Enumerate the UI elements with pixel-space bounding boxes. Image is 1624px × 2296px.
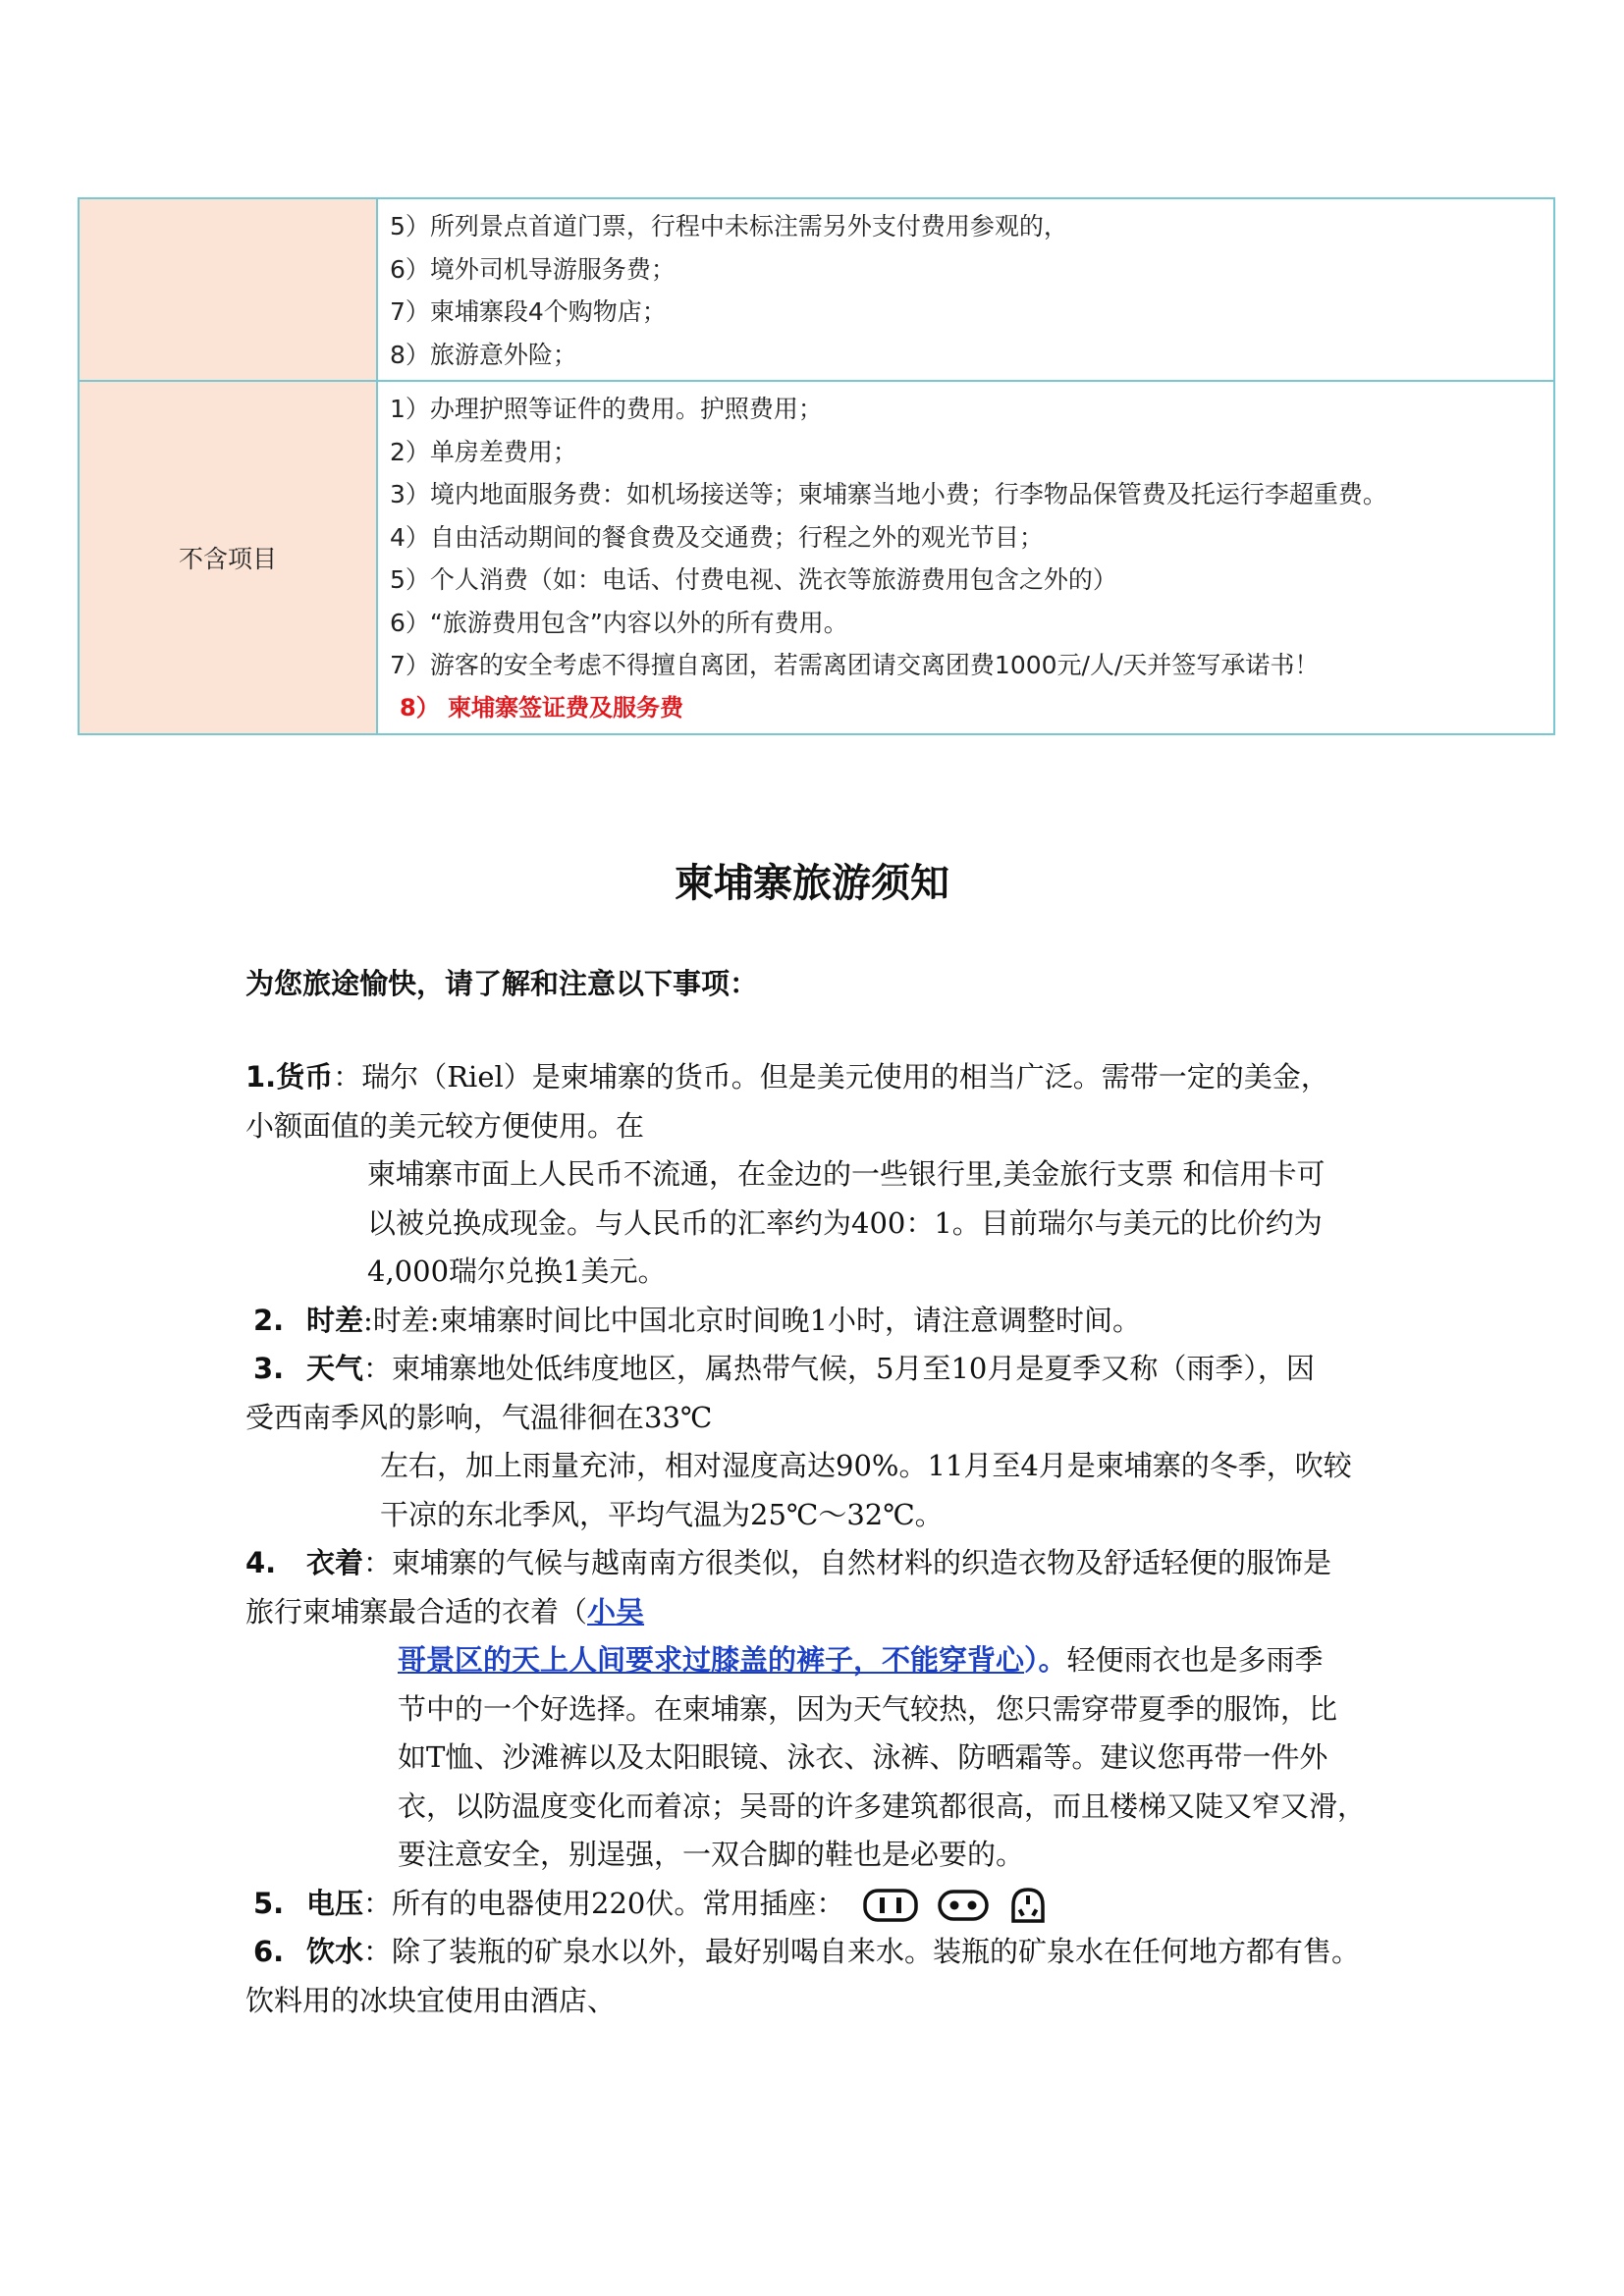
weather-text-line: 干凉的东北季风，平均气温为25℃～32℃。 bbox=[380, 1497, 944, 1531]
excluded-item: 3）境内地面服务费：如机场接送等；柬埔寨当地小费；行李物品保管费及托运行李超重费。 bbox=[390, 480, 1387, 508]
timezone-num: 2. bbox=[253, 1303, 285, 1337]
excluded-item: 7）游客的安全考虑不得擅自离团，若需离团请交离团费1000元/人/天并签写承诺书！ bbox=[390, 651, 1320, 679]
currency-text-line: 4,000瑞尔兑换1美元。 bbox=[367, 1255, 667, 1288]
excluded-item: 4）自由活动期间的餐食费及交通费；行程之外的观光节目； bbox=[390, 522, 1044, 552]
voltage-text: ：所有的电器使用220伏。常用插座： bbox=[363, 1886, 845, 1920]
excluded-item: 2）单房差费用； bbox=[390, 437, 577, 466]
currency-text: ：瑞尔（Riel）是柬埔寨的货币。但是美元使用的相当广泛。需带一定的美金， bbox=[333, 1060, 1329, 1094]
weather-text: ：柬埔寨地处低纬度地区，属热带气候，5月至10月是夏季又称（雨季），因 bbox=[363, 1352, 1315, 1385]
socket-two-round-pin-icon bbox=[937, 1889, 990, 1922]
clothing-bracket: ）。 bbox=[1024, 1643, 1067, 1677]
weather-num: 3. bbox=[253, 1352, 285, 1385]
excluded-item: 1）办理护照等证件的费用。护照费用； bbox=[390, 395, 823, 423]
clothing-text-line bbox=[245, 1588, 1404, 1637]
currency-num: 1. bbox=[245, 1060, 277, 1094]
notice-list bbox=[245, 1053, 1404, 2025]
socket-two-flat-pin-icon bbox=[862, 1888, 919, 1923]
excluded-item: 6）“旅游费用包含”内容以外的所有费用。 bbox=[390, 608, 848, 637]
included-items-cell bbox=[377, 198, 1554, 381]
currency-label: 货币 bbox=[276, 1060, 334, 1094]
currency-text-line: 以被兑换成现金。与人民币的汇率约为400：1。目前瑞尔与美元的比价约为 bbox=[367, 1205, 1323, 1240]
excluded-item: 5）个人消费（如：电话、付费电视、洗衣等旅游费用包含之外的） bbox=[390, 565, 1117, 594]
excluded-label: 不含项目 bbox=[79, 381, 377, 734]
weather-text-line: 受西南季风的影响，气温徘徊在33℃ bbox=[245, 1400, 713, 1434]
excluded-row bbox=[79, 381, 1554, 734]
clothing-text-segment: 旅行柬埔寨最合适的衣着（ bbox=[245, 1594, 588, 1629]
voltage-label: 电压 bbox=[306, 1886, 364, 1920]
clothing-text-line: 要注意安全，别逞强，一双合脚的鞋也是必要的。 bbox=[398, 1838, 1025, 1871]
socket-three-pin-icon bbox=[1007, 1886, 1049, 1925]
included-item: 8）旅游意外险； bbox=[390, 340, 577, 369]
clothing-text-line: 衣，以防温度变化而着凉；吴哥的许多建筑都很高，而且楼梯又陡又窄又滑， bbox=[398, 1789, 1367, 1823]
timezone-text: :时差:柬埔寨时间比中国北京时间晚1小时，请注意调整时间。 bbox=[363, 1303, 1142, 1337]
excluded-items-cell bbox=[377, 381, 1554, 734]
voltage-num: 5. bbox=[253, 1886, 285, 1920]
notice-intro: 为您旅途愉快，请了解和注意以下事项： bbox=[245, 967, 759, 1000]
timezone-label: 时差 bbox=[306, 1303, 364, 1337]
water-num: 6. bbox=[253, 1935, 285, 1968]
water-label: 饮水 bbox=[306, 1935, 364, 1968]
currency-item bbox=[245, 1053, 1404, 1102]
included-item: 7）柬埔寨段4个购物店； bbox=[390, 297, 667, 326]
weather-item bbox=[245, 1345, 1404, 1394]
clothing-text-line bbox=[245, 1636, 1404, 1685]
weather-text-line: 左右，加上雨量充沛，相对湿度高达90%。11月至4月是柬埔寨的冬季，吹较 bbox=[380, 1449, 1352, 1482]
included-label-cell bbox=[79, 198, 377, 381]
currency-text-line: 柬埔寨市面上人民币不流通，在金边的一些银行里,美金旅行支票 和信用卡可 bbox=[367, 1157, 1326, 1191]
voltage-item bbox=[245, 1880, 1404, 1929]
water-text-line: 饮料用的冰块宜使用由酒店、 bbox=[245, 1983, 617, 2017]
clothing-item bbox=[245, 1539, 1404, 1588]
included-continued-row bbox=[79, 198, 1554, 381]
timezone-item bbox=[245, 1297, 1404, 1346]
angkor-dress-link-cont[interactable]: 哥景区的天上人间要求过膝盖的裤子，不能穿背心 bbox=[398, 1643, 1025, 1677]
currency-text-line: 小额面值的美元较方便使用。在 bbox=[245, 1108, 645, 1143]
excluded-item-highlight: 8） 柬埔寨签证费及服务费 bbox=[400, 693, 684, 721]
clothing-text-line: 如T恤、沙滩裤以及太阳眼镜、泳衣、泳裤、防晒霜等。建议您再带一件外 bbox=[398, 1740, 1328, 1774]
water-item bbox=[245, 1928, 1404, 1977]
weather-label: 天气 bbox=[306, 1352, 364, 1385]
included-item: 5）所列景点首道门票，行程中未标注需另外支付费用参观的， bbox=[390, 212, 1068, 240]
clothing-num: 4. bbox=[245, 1546, 277, 1579]
clothing-text: ：柬埔寨的气候与越南南方很类似，自然材料的织造衣物及舒适轻便的服饰是 bbox=[363, 1546, 1332, 1579]
included-item: 6）境外司机导游服务费； bbox=[390, 254, 676, 284]
fee-table bbox=[78, 197, 1555, 735]
water-text: ：除了装瓶的矿泉水以外，最好别喝自来水。装瓶的矿泉水在任何地方都有售。 bbox=[363, 1935, 1361, 1968]
clothing-label: 衣着 bbox=[306, 1546, 364, 1579]
clothing-text-line: 节中的一个好选择。在柬埔寨，因为天气较热，您只需穿带夏季的服饰，比 bbox=[398, 1691, 1338, 1726]
clothing-text-segment: 轻便雨衣也是多雨季 bbox=[1066, 1643, 1324, 1677]
angkor-dress-link[interactable]: 小吴 bbox=[587, 1594, 645, 1629]
notice-title: 柬埔寨旅游须知 bbox=[675, 861, 949, 906]
